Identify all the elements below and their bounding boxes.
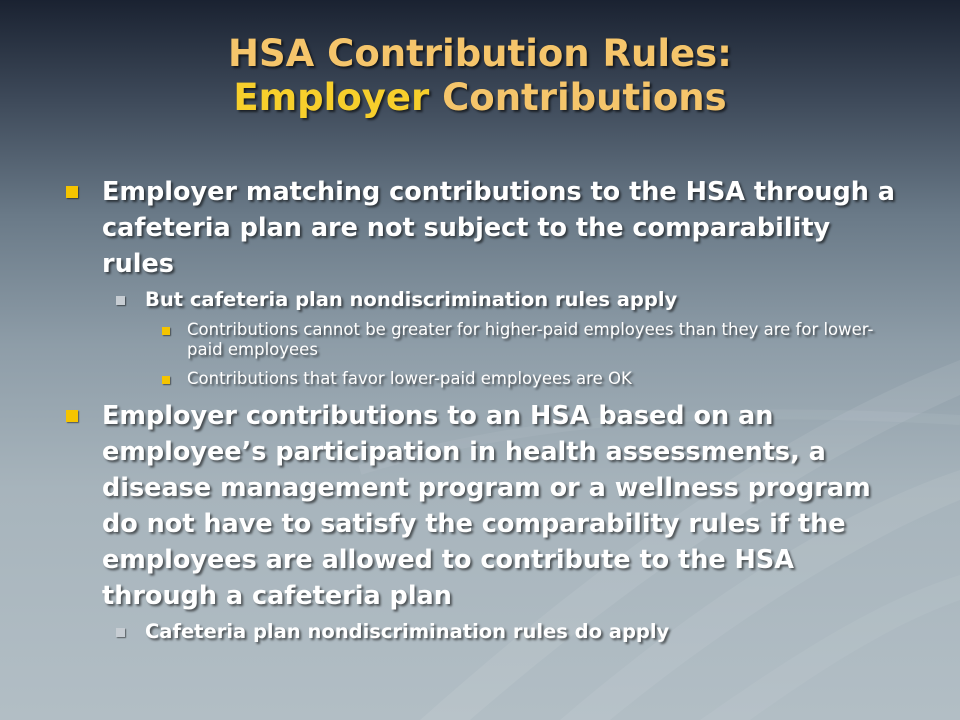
bullet-item-level1 — [62, 174, 902, 282]
square-bullet-icon — [66, 410, 78, 422]
bullet-item-level3 — [62, 320, 902, 360]
bullet-item-level3 — [62, 369, 902, 389]
bullet-item-level1 — [62, 398, 902, 614]
bullet-text: Contributions that favor lower-paid employees are OK — [187, 369, 632, 388]
title-line-1: HSA Contribution Rules: — [228, 32, 732, 75]
square-bullet-icon — [66, 186, 78, 198]
title-word-contributions: Contributions — [442, 76, 727, 119]
square-bullet-icon — [162, 327, 170, 335]
bullet-item-level2 — [62, 287, 902, 313]
bullet-text: But cafeteria plan nondiscrimination rules apply — [145, 288, 678, 311]
bullet-list — [62, 174, 902, 652]
bullet-item-level2 — [62, 619, 902, 645]
bullet-text: Employer contributions to an HSA based on an employee’s participation in health assessments, a disease management program or a wellness program do not have to satisfy the comparability rules if the employees are allowed to contribute to the HSA through a cafeteria plan — [102, 401, 871, 611]
title-word-employer: Employer — [233, 76, 430, 119]
bullet-text: Employer matching contributions to the HSA through a cafeteria plan are not subject to the comparability rules — [102, 177, 896, 279]
square-bullet-icon — [116, 628, 125, 637]
square-bullet-icon — [162, 376, 170, 384]
square-bullet-icon — [116, 296, 125, 305]
bullet-text: Cafeteria plan nondiscrimination rules do apply — [145, 620, 670, 643]
bullet-text: Contributions cannot be greater for higher-paid employees than they are for lower-paid employees — [187, 320, 874, 359]
slide-title — [0, 32, 960, 120]
